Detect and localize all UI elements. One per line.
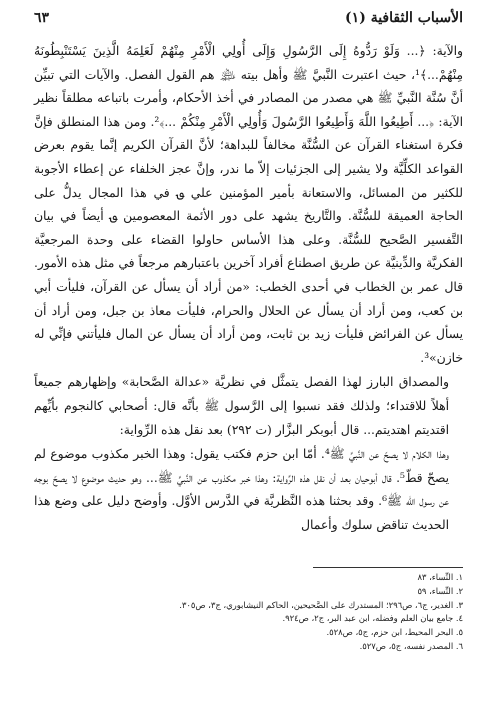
footnote-5: ٥. البحر المحيط، ابن حزم، ج٥، ص٥٢٨. bbox=[326, 627, 463, 638]
paragraph-1: والآية: ﴿... وَلَوْ رَدُّوهُ إِلَى الرَّسُولِ وَإِلَى أُولِي الْأَمْرِ مِنْهُمْ لَعَلِمَهُ الَّذِينَ يَسْتَنْبِطُونَهُ مِنْهُمْ...﴾¹، حيث اعتبرت النَّبيَّ ﷺ وأهل بيته ﵈ هم القول الفصل. والآيات التي تبيِّن أنَّ سُنَّة النَّبيِّ ﷺ هي مصدر من المصادر في أخذ الأحكام، وأمرت باتباعه مطلقاً نظير الآية: ﴿... أَطِيعُوا اللَّهَ وَأَطِيعُوا الرَّسُولَ وَأُولِي الْأَمْرِ مِنْكُمْ ...﴾². ومن هذا المنطلق فإنَّ فكرة استغناء القرآن عن السُّنَّة مخالفاً للبداهة؛ لأنَّ القرآن الكريم إنَّما يقوم بعرض القواعد الكلِّيَّة ولا يشير إلى الجزئيات إلاّ ما ندر، وإنَّ عجز الخلفاء عن إعطاء الأجوبة للكثير من المسائل، والاستعانة بأمير المؤمنين علي ؈ في هذا المجال يدلُّ على الحاجة العميقة للسُّنَّة. والتَّاريخ يشهد على دور الأئمة المعصومين ؈ أيضاً في بيان التَّفسير الصَّحيح للسُّنَّة. وعلى هذا الأساس حاولوا القضاء على وحدة المرجعيَّة الفكريَّة والدِّينيَّة عن طريق اصطناع أفراد آخرين باعتبارهم مرجعاً في مثل هذه الأمور. قال عمر بن الخطاب في أحدى الخطب: «من أراد أن يسأل عن القرآن، فليأت أبي بن كعب، ومن أراد أن يسأل عن الحلال والحرام، فليأت معاذ بن جبل، ومن أراد أن يسأل عن الفرائض فليأت زيد بن ثابت، ومن أراد أن يسأل عن المال فليأتني فإنِّي له خازن»³. bbox=[34, 44, 463, 365]
footnotes bbox=[34, 571, 463, 654]
footnote-separator bbox=[313, 567, 463, 568]
footnote-2: ٢. النِّساء، ٥٩ bbox=[417, 585, 463, 596]
paragraph-2: والمصداق البارز لهذا الفصل يتمثَّل في نظريَّة «عدالة الصَّحابة» وإظهارهم جميعاً أهلاً للاقتداء؛ ولذلك فقد نسبوا إلى الرَّسول ﷺ بأنَّه قال: أصحابي كالنجوم بأيِّهم اقتديتم اهتديتم... قال أبوبكر البزَّار (ت ٢٩٢) بعد نقل هذه الرِّواية: bbox=[34, 375, 449, 437]
main-text bbox=[34, 40, 463, 537]
footnote-1: ١. النِّساء، ٨٣ bbox=[417, 572, 463, 582]
chapter-title: الأسباب الثقافية (١) bbox=[345, 10, 463, 26]
footnote-4: ٤. جامع بيان العلم وفضله، ابن عبد البر، ج٢، ص٩٢٤. bbox=[282, 613, 463, 624]
page-header bbox=[34, 10, 463, 32]
footnote-6: ٦. المصدر نفسه، ج٥، ص٥٢٧. bbox=[359, 640, 463, 651]
page-number: ٦٣ bbox=[34, 10, 50, 26]
footnote-3: ٣. الغدير، ج٦، ص٢٩٦؛ المستدرك على الصَّحيحين، الحاكم النيشابوري، ج٣، ص٣٠٥. bbox=[179, 599, 463, 610]
paragraph-3: وهذا الكلام لا يصحّ عن النَّبيِّ ﷺ⁴. أمّا ابن حزم فكتب يقول: وهذا الخبر مكذوب موضوع لم يصحّ قطّ⁵. قال أبوحيان بعد أن نقل هذه الرِّواية: وهذا خبر مكذوب عن النَّبيِّ ﷺ... وهو حديث موضوع لا يصحّ بوجه عن رسول الله ﷺ⁶. وقد بحثنا هذه النَّظريَّة في الدَّرس الأوَّل. وأوضح دليل على وضع هذا الحديث تناقض سلوك وأعمال bbox=[34, 447, 450, 532]
